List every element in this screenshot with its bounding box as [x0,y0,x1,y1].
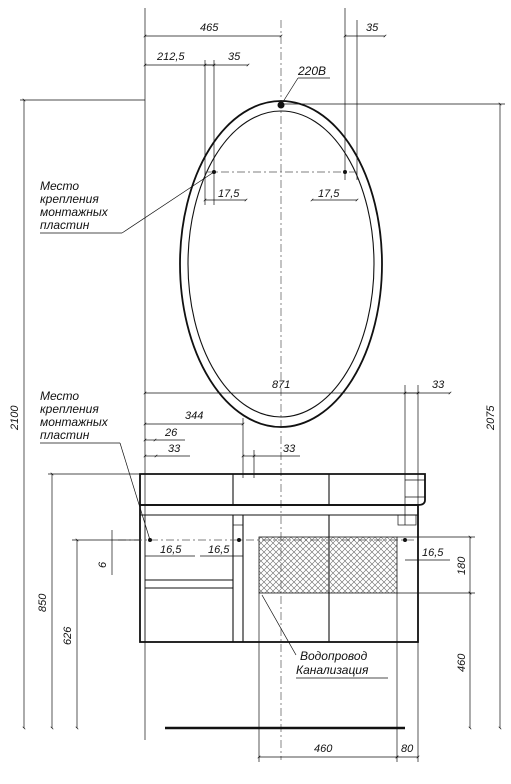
svg-text:35: 35 [366,22,379,34]
svg-text:33: 33 [283,443,296,455]
cabinet [140,474,425,642]
svg-text:460: 460 [314,743,333,755]
dim-80 [397,740,418,762]
svg-text:80: 80 [401,743,414,755]
svg-text:6: 6 [97,561,109,568]
dim-33-left [145,443,190,456]
dim-344 [145,410,243,478]
dim-212-5 [145,51,214,65]
svg-text:Место: Место [40,389,80,403]
label-mount-bottom [40,389,150,540]
svg-text:17,5: 17,5 [218,188,240,200]
dim-465 [145,22,281,36]
svg-text:крепления: крепления [40,192,99,206]
svg-text:344: 344 [185,410,204,422]
dim-871 [145,379,418,393]
svg-text:пластин: пластин [40,218,90,232]
svg-text:626: 626 [62,626,74,645]
svg-text:Место: Место [40,179,80,193]
svg-text:26: 26 [165,427,178,439]
svg-text:16,5: 16,5 [422,547,444,559]
svg-text:212,5: 212,5 [157,51,185,63]
svg-text:Водопровод: Водопровод [300,649,368,663]
dim-33-center [243,443,300,478]
svg-text:871: 871 [272,379,291,391]
svg-text:35: 35 [228,51,241,63]
svg-text:17,5: 17,5 [318,188,340,200]
svg-text:33: 33 [168,443,181,455]
dim-2075 [281,104,505,728]
svg-text:2100: 2100 [9,405,21,430]
svg-text:16,5: 16,5 [160,544,182,556]
dim-35-top-right [345,22,385,36]
svg-text:180: 180 [456,556,468,575]
dim-35-mount [205,51,248,65]
svg-text:2075: 2075 [485,405,497,430]
dim-26 [145,427,185,440]
svg-text:465: 465 [200,22,219,34]
svg-text:монтажных: монтажных [40,415,108,429]
svg-text:220В: 220В [298,64,327,78]
svg-text:16,5: 16,5 [208,544,230,556]
svg-text:крепления: крепления [40,402,99,416]
dim-460-vertical [456,593,470,728]
svg-text:460: 460 [456,653,468,672]
dim-850 [37,474,140,728]
plumbing-zone [259,537,397,593]
svg-text:850: 850 [37,593,49,612]
dim-180 [397,537,475,593]
dim-460-horizontal [259,593,397,762]
svg-text:33: 33 [432,379,445,391]
svg-text:Канализация: Канализация [296,663,369,677]
dim-33-cabinet-right [405,379,450,525]
svg-text:монтажных: монтажных [40,205,108,219]
svg-text:пластин: пластин [40,428,90,442]
